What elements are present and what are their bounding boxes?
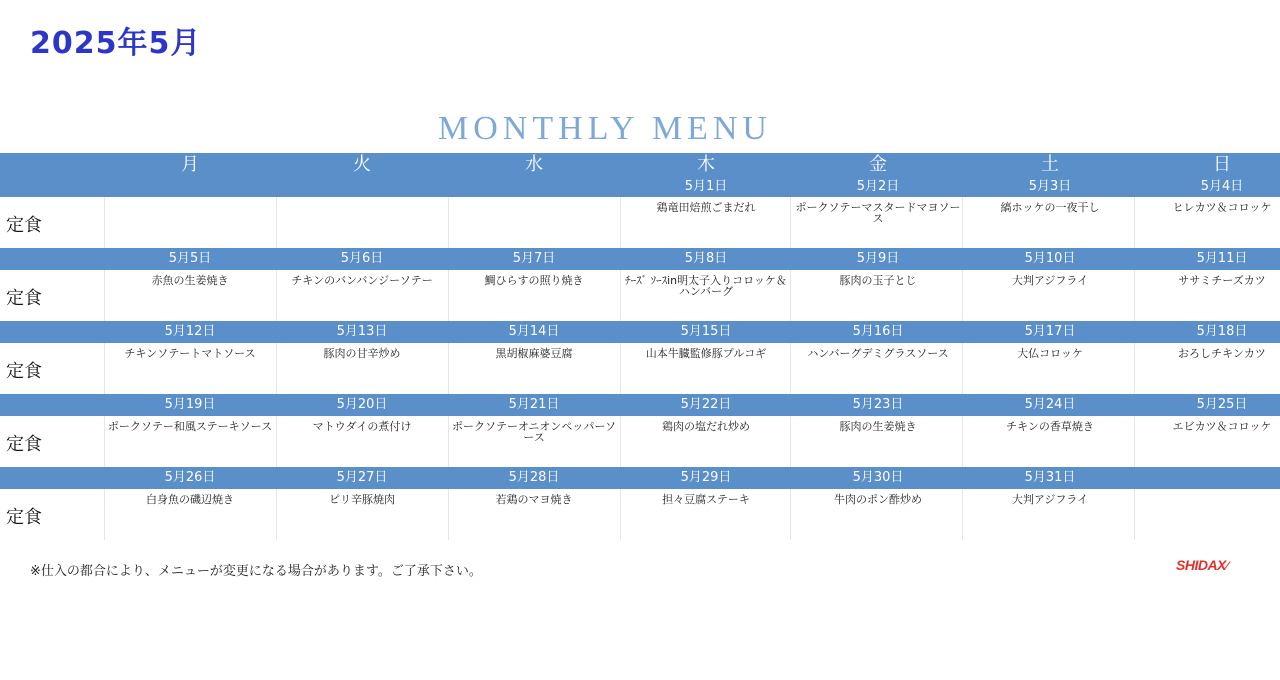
meal-row bbox=[0, 489, 1280, 540]
dish-name: 黒胡椒麻婆豆腐 bbox=[495, 347, 573, 360]
date-label: 5月3日 bbox=[1028, 179, 1072, 194]
date-label: 5月14日 bbox=[508, 324, 560, 339]
swoosh-icon: ⁄ bbox=[1225, 559, 1228, 573]
row-label: 定食 bbox=[6, 215, 42, 236]
row-label: 定食 bbox=[6, 434, 42, 455]
weekday-label: 日 bbox=[1213, 154, 1231, 175]
date-label: 5月20日 bbox=[336, 397, 388, 412]
week-row bbox=[0, 153, 1280, 248]
row-label: 定食 bbox=[6, 361, 42, 382]
date-label: 5月6日 bbox=[340, 251, 384, 266]
date-label: 5月31日 bbox=[1024, 470, 1076, 485]
date-label: 5月24日 bbox=[1024, 397, 1076, 412]
column-divider bbox=[104, 197, 105, 248]
dish-name: 鶏竜田焙煎ごまだれ bbox=[656, 201, 756, 214]
date-label: 5月5日 bbox=[168, 251, 212, 266]
dish-name: 大判アジフライ bbox=[1011, 274, 1089, 287]
date-label: 5月26日 bbox=[164, 470, 216, 485]
date-label: 5月16日 bbox=[852, 324, 904, 339]
dish-name: 鯛ひらすの照り焼き bbox=[484, 274, 584, 287]
weekday-label: 金 bbox=[869, 154, 887, 175]
menu-calendar bbox=[0, 153, 1280, 540]
date-label: 5月28日 bbox=[508, 470, 560, 485]
date-label: 5月4日 bbox=[1200, 179, 1244, 194]
dish-name: ポークソテー和風ステーキソース bbox=[107, 420, 273, 433]
weekday-label: 水 bbox=[525, 154, 543, 175]
date-label bbox=[448, 177, 620, 197]
dish-name: 若鶏のマヨ焼き bbox=[495, 493, 573, 506]
date-label bbox=[276, 177, 448, 197]
date-label: 5月13日 bbox=[336, 324, 388, 339]
dish-name: 豚肉の甘辛炒め bbox=[323, 347, 401, 360]
date-label bbox=[104, 177, 276, 197]
dish-name: エビカツ＆コロッケ bbox=[1172, 420, 1272, 433]
column-divider bbox=[448, 197, 449, 248]
dish-name: 白身魚の磯辺焼き bbox=[146, 493, 234, 506]
dish-name: おろしチキンカツ bbox=[1178, 347, 1266, 360]
dish-name: ポークソテーオニオンペッパーソース bbox=[452, 420, 616, 444]
dish-name: ピリ辛豚焼肉 bbox=[329, 493, 395, 506]
dish-name: 山本牛臓監修豚プルコギ bbox=[645, 347, 767, 360]
date-label bbox=[1136, 467, 1280, 489]
date-label: 5月9日 bbox=[856, 251, 900, 266]
meal-row bbox=[0, 343, 1280, 394]
dish-name: ﾁｰｽﾞ ｿｰｽin明太子入りコロッケ＆ハンバーグ bbox=[625, 274, 787, 298]
dish-name: ササミチーズカツ bbox=[1178, 274, 1266, 287]
date-label: 5月17日 bbox=[1024, 324, 1076, 339]
date-label: 5月30日 bbox=[852, 470, 904, 485]
date-label: 5月10日 bbox=[1024, 251, 1076, 266]
date-label: 5月22日 bbox=[680, 397, 732, 412]
date-label: 5月7日 bbox=[512, 251, 556, 266]
dish-name: ハンバーグデミグラスソース bbox=[807, 347, 949, 360]
date-label: 5月15日 bbox=[680, 324, 732, 339]
menu-title: MONTHLY MENU bbox=[438, 110, 772, 147]
weekday-label: 火 bbox=[353, 154, 371, 175]
dish-name: 大判アジフライ bbox=[1011, 493, 1089, 506]
dish-name: 豚肉の生姜焼き bbox=[839, 420, 917, 433]
meal-row bbox=[0, 416, 1280, 467]
meal-row bbox=[0, 270, 1280, 321]
disclaimer-note: ※仕入の都合により、メニューが変更になる場合があります。ご了承下さい。 bbox=[30, 564, 482, 579]
dish-name: ヒレカツ＆コロッケ bbox=[1172, 201, 1272, 214]
date-label: 5月11日 bbox=[1196, 251, 1248, 266]
dish-name: 大仏コロッケ bbox=[1017, 347, 1083, 360]
date-label: 5月18日 bbox=[1196, 324, 1248, 339]
dish-name: チキンの香草焼き bbox=[1006, 420, 1094, 433]
month-title: 2025年5月 bbox=[30, 26, 202, 61]
date-label: 5月2日 bbox=[856, 179, 900, 194]
date-label: 5月23日 bbox=[852, 397, 904, 412]
date-label: 5月19日 bbox=[164, 397, 216, 412]
dish-name: 鶏肉の塩だれ炒め bbox=[662, 420, 750, 433]
dish-name: 豚肉の玉子とじ bbox=[839, 274, 917, 287]
week-row bbox=[0, 467, 1280, 540]
column-divider bbox=[276, 197, 277, 248]
date-label: 5月1日 bbox=[684, 179, 728, 194]
dish-name: 縞ホッケの一夜干し bbox=[1000, 201, 1100, 214]
date-label: 5月27日 bbox=[336, 470, 388, 485]
dish-name: ポークソテーマスタードマヨソース bbox=[795, 201, 961, 225]
date-label: 5月29日 bbox=[680, 470, 732, 485]
dish-name: マトウダイの煮付け bbox=[312, 420, 412, 433]
week-row bbox=[0, 321, 1280, 394]
date-label: 5月8日 bbox=[684, 251, 728, 266]
dish-name: 担々豆腐ステーキ bbox=[662, 493, 750, 506]
row-label: 定食 bbox=[6, 288, 42, 309]
week-row bbox=[0, 248, 1280, 321]
row-label: 定食 bbox=[6, 507, 42, 528]
meal-row bbox=[0, 197, 1280, 248]
dish-name: 赤魚の生姜焼き bbox=[151, 274, 229, 287]
date-label: 5月25日 bbox=[1196, 397, 1248, 412]
weekday-label: 土 bbox=[1041, 154, 1059, 175]
dish-name: チキンソテートマトソース bbox=[124, 347, 256, 360]
shidax-logo bbox=[1176, 557, 1227, 573]
weekday-label: 月 bbox=[181, 154, 199, 175]
logo-text: SHIDAX bbox=[1176, 557, 1226, 573]
dish-name: チキンのバンバンジーソテー bbox=[291, 274, 433, 287]
weekday-label: 木 bbox=[697, 154, 715, 175]
date-label: 5月21日 bbox=[508, 397, 560, 412]
date-label: 5月12日 bbox=[164, 324, 216, 339]
week-row bbox=[0, 394, 1280, 467]
dish-name: 牛肉のポン酢炒め bbox=[834, 493, 922, 506]
